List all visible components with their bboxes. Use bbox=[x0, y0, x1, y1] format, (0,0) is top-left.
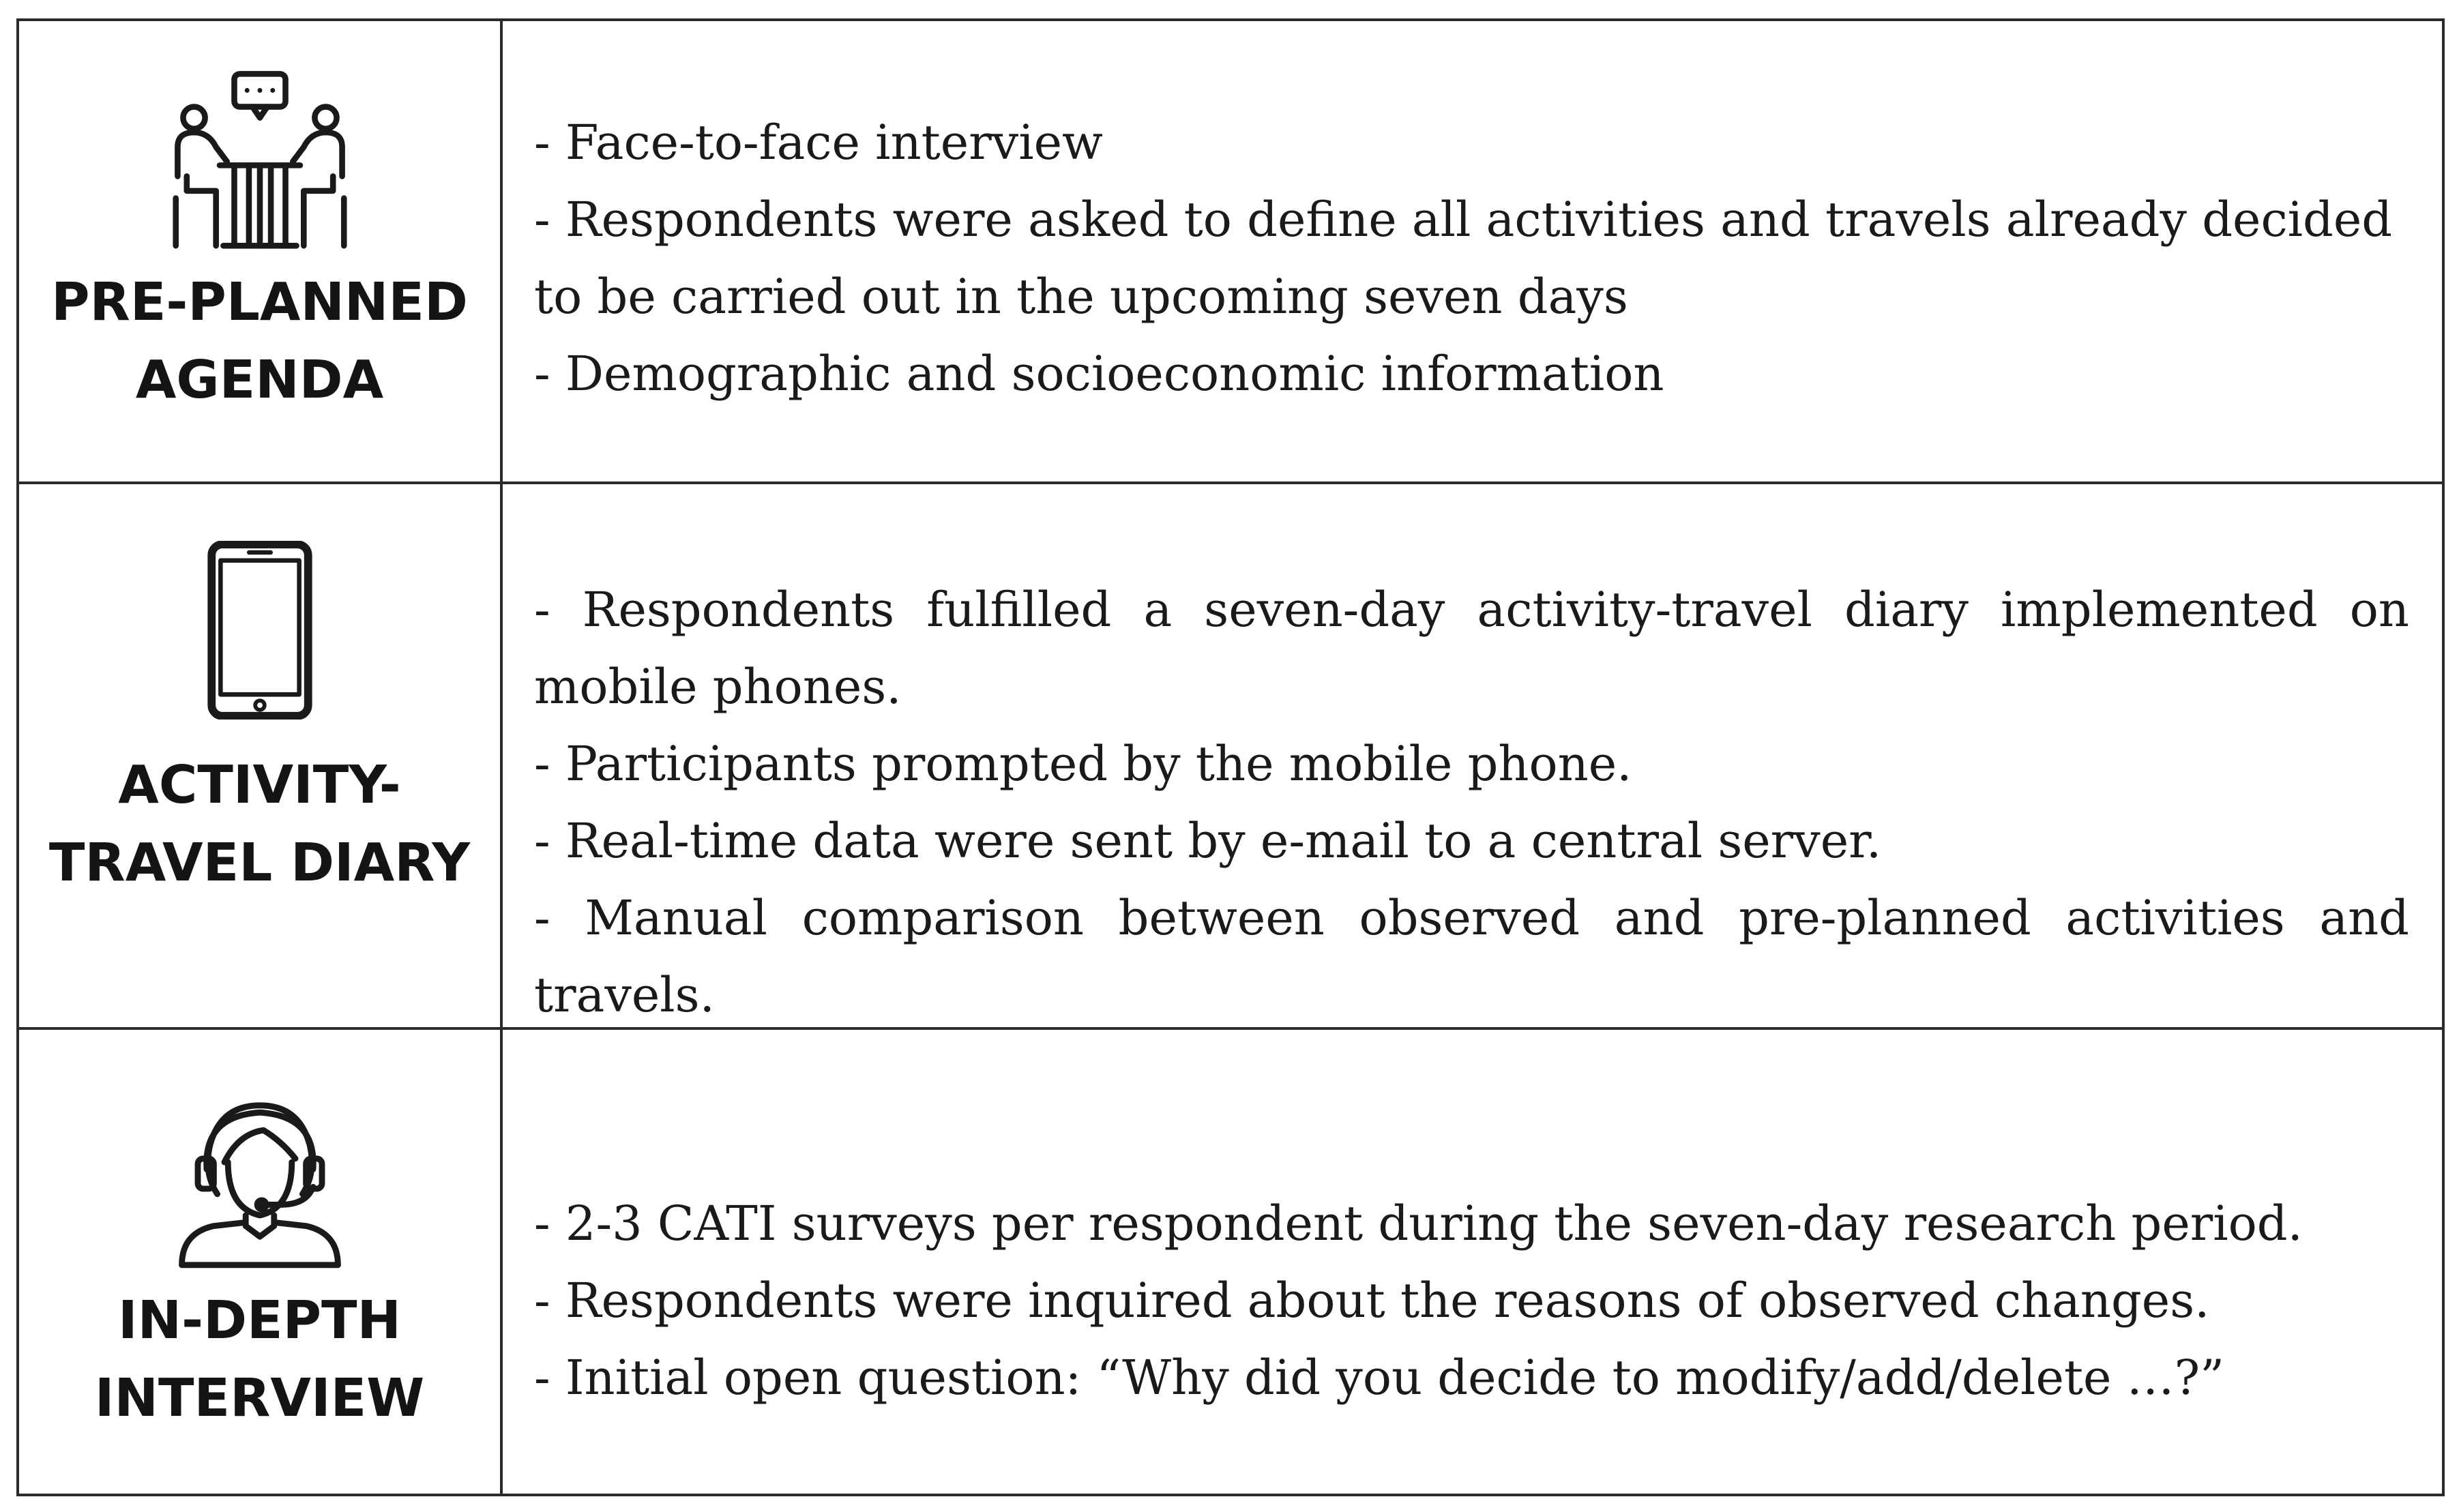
list-item: - Respondents were inquired about the reasons of observed changes. bbox=[534, 1273, 2210, 1329]
method-table bbox=[16, 18, 2445, 1496]
row-in-depth-interview-description bbox=[503, 1030, 2442, 1494]
list-item: - 2-3 CATI surveys per respondent during the seven-day research period. bbox=[534, 1196, 2303, 1251]
list-item: - Face-to-face interview bbox=[534, 115, 1103, 171]
list-item: - Initial open question: “Why did you decide to modify/add/delete …?” bbox=[534, 1350, 2224, 1406]
row-pre-planned-agenda-label-cell bbox=[19, 21, 503, 484]
list-item: - Real-time data were sent by e-mail to a central server. bbox=[534, 813, 1882, 869]
list-item: - Respondents were asked to define all activities and travels already decided to be carried out in the upcoming seven days bbox=[534, 192, 2393, 325]
call-center-headset-icon bbox=[171, 1030, 349, 1269]
row-label: PRE-PLANNED AGENDA bbox=[51, 272, 468, 411]
row-in-depth-interview-label-cell bbox=[19, 1030, 503, 1494]
list-item: - Manual comparison between observed and pre-planned activities and travels. bbox=[534, 890, 2409, 1023]
row-activity-travel-diary-label-cell bbox=[19, 484, 503, 1030]
row-label: IN-DEPTH INTERVIEW bbox=[94, 1290, 425, 1429]
row-label: ACTIVITY- TRAVEL DIARY bbox=[48, 755, 471, 893]
row-pre-planned-agenda-description bbox=[503, 21, 2442, 484]
meeting-discussion-icon bbox=[168, 21, 351, 253]
list-item: - Participants prompted by the mobile phone. bbox=[534, 736, 1632, 792]
list-item: - Respondents fulfilled a seven-day activity-travel diary implemented on mobile phones. bbox=[534, 582, 2409, 715]
list-item: - Demographic and socioeconomic information bbox=[534, 346, 1664, 402]
mobile-phone-icon bbox=[205, 484, 314, 720]
row-activity-travel-diary-description bbox=[503, 484, 2442, 1030]
